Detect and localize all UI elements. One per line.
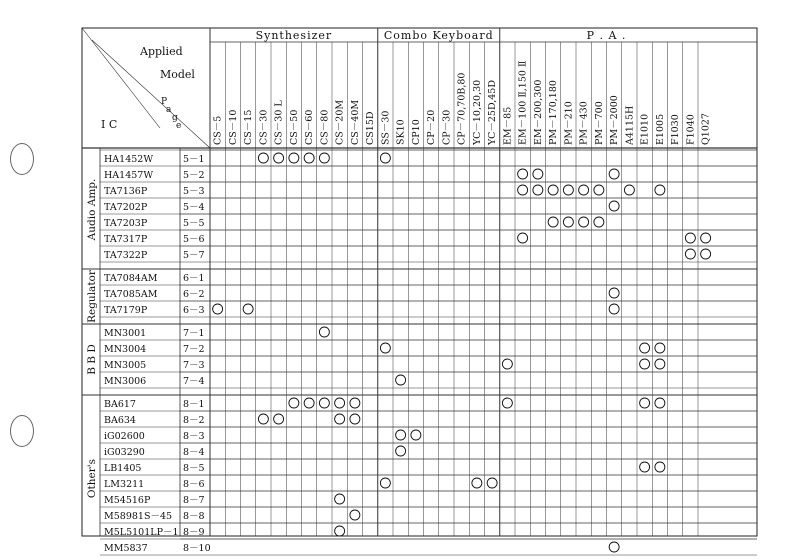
compatibility-mark — [518, 169, 528, 179]
compatibility-mark — [380, 478, 390, 488]
compatibility-mark — [533, 169, 543, 179]
page-ref: 5－3 — [183, 186, 205, 197]
model-label-7: CS－80 — [319, 109, 331, 145]
compatibility-mark — [350, 398, 360, 408]
compatibility-mark — [396, 375, 406, 385]
compatibility-mark — [640, 462, 650, 472]
model-label-18: YC－25D,45D — [487, 80, 499, 145]
compatibility-mark — [640, 343, 650, 353]
compatibility-mark — [335, 494, 345, 504]
model-label-5: CS－50 — [288, 109, 300, 145]
ic-name: TA7179P — [104, 305, 148, 316]
model-label-2: CS－15 — [243, 109, 255, 145]
model-label-8: CS－20M — [334, 99, 346, 145]
ic-name: LM3211 — [104, 479, 145, 490]
compatibility-mark — [548, 185, 558, 195]
ic-name: MN3006 — [104, 376, 147, 387]
compatibility-mark — [258, 414, 268, 424]
compatibility-mark — [380, 153, 390, 163]
compatibility-mark — [655, 185, 665, 195]
model-label-21: EM－200,300 — [532, 79, 544, 145]
page-ref: 6－3 — [183, 305, 205, 316]
model-label-26: PM－2000 — [609, 95, 621, 145]
page-ref: 8－4 — [183, 447, 205, 458]
compatibility-mark — [319, 153, 329, 163]
page-ref: 6－2 — [183, 289, 205, 300]
compatibility-mark — [487, 478, 497, 488]
compatibility-mark — [319, 398, 329, 408]
compatibility-mark — [609, 169, 619, 179]
page-ref: 6－1 — [183, 273, 205, 284]
page-ref: 8－5 — [183, 463, 205, 474]
page-ref: 8－10 — [183, 543, 211, 554]
model-label-25: PM－700 — [593, 101, 605, 145]
header-diagonal-1 — [82, 28, 160, 128]
page-ref: 8－3 — [183, 431, 205, 442]
compatibility-mark — [533, 185, 543, 195]
page-ref: 7－2 — [183, 344, 205, 355]
ic-name: LB1405 — [104, 463, 142, 474]
ic-name: TA7202P — [104, 202, 148, 213]
model-label-22: PM－170,180 — [548, 80, 560, 145]
ic-name: BA634 — [104, 415, 136, 426]
page-letter: a — [166, 105, 172, 115]
model-label-11: SS－30 — [380, 110, 392, 145]
model-label-27: A4115H — [624, 105, 636, 145]
compatibility-mark — [502, 398, 512, 408]
page-ref: 5－4 — [183, 202, 205, 213]
page-ref: 7－3 — [183, 360, 205, 371]
page-ref: 8－1 — [183, 399, 205, 410]
page-ref: 8－7 — [183, 495, 205, 506]
ic-name: BA617 — [104, 399, 136, 410]
compatibility-mark — [609, 201, 619, 211]
compatibility-mark — [563, 217, 573, 227]
page-ref: 8－8 — [183, 511, 205, 522]
compatibility-mark — [380, 343, 390, 353]
page-ref: 5－2 — [183, 170, 205, 181]
compatibility-mark — [274, 153, 284, 163]
compatibility-mark — [624, 185, 634, 195]
compatibility-mark — [594, 185, 604, 195]
model-label-9: CS－40M — [349, 99, 361, 145]
model-label-13: CP10 — [410, 119, 422, 145]
ic-name: M5L5101LP－1 — [104, 527, 179, 538]
compatibility-mark — [655, 343, 665, 353]
compatibility-mark — [655, 359, 665, 369]
model-label-3: CS－30 — [258, 109, 270, 145]
compatibility-mark — [518, 185, 528, 195]
ic-name: HA1457W — [104, 170, 154, 181]
model-label: Model — [160, 68, 195, 81]
page-letter: g — [172, 113, 178, 123]
page-ref: 7－4 — [183, 376, 205, 387]
model-label-19: EM－85 — [502, 106, 514, 145]
model-label-23: PM－210 — [563, 101, 575, 145]
compatibility-mark — [701, 233, 711, 243]
compatibility-mark — [655, 398, 665, 408]
page-ref: 7－1 — [183, 328, 205, 339]
compatibility-mark — [609, 542, 619, 552]
compatibility-mark — [335, 414, 345, 424]
model-label-4: CS－30 L — [273, 100, 285, 145]
model-label-1: CS－10 — [227, 109, 239, 145]
compatibility-mark — [274, 414, 284, 424]
page-ref: 5－6 — [183, 234, 205, 245]
ic-name: iG03290 — [104, 447, 145, 458]
model-label-0: CS－5 — [212, 115, 224, 145]
model-label-10: CS15D — [365, 111, 377, 145]
compatibility-mark — [563, 185, 573, 195]
model-label-16: CP－70,70B,80 — [456, 72, 468, 145]
compatibility-mark — [396, 446, 406, 456]
page-ref: 8－2 — [183, 415, 205, 426]
page-ref: 5－5 — [183, 218, 205, 229]
ic-name: HA1452W — [104, 154, 154, 165]
ic-name: MN3005 — [104, 360, 147, 371]
compatibility-mark — [518, 233, 528, 243]
model-label-14: CP－20 — [426, 109, 438, 145]
compatibility-mark — [258, 153, 268, 163]
model-label-15: CP－30 — [441, 109, 453, 145]
ic-label: I C — [101, 118, 118, 131]
model-label-24: PM－430 — [578, 101, 590, 145]
compatibility-mark — [640, 359, 650, 369]
compatibility-mark — [350, 414, 360, 424]
compatibility-mark — [411, 430, 421, 440]
section-label-2: B B D — [86, 344, 98, 375]
compatibility-mark — [335, 398, 345, 408]
compatibility-mark — [685, 249, 695, 259]
ic-name: MN3001 — [104, 328, 147, 339]
section-label-0: Audio Amp. — [86, 178, 98, 241]
ic-name: MM5837 — [104, 543, 148, 554]
page-letter: e — [176, 121, 182, 131]
applied-label: Applied — [140, 45, 183, 58]
section-label-3: Other's — [86, 458, 98, 499]
ic-name: TA7203P — [104, 218, 148, 229]
model-label-12: SK10 — [395, 119, 407, 145]
model-label-30: F1030 — [670, 114, 682, 145]
ic-name: TA7084AM — [104, 273, 158, 284]
compatibility-mark — [243, 304, 253, 314]
page-letter: P — [161, 97, 168, 107]
page-ref: 5－7 — [183, 250, 205, 261]
compatibility-mark — [304, 153, 314, 163]
compatibility-mark — [472, 478, 482, 488]
model-label-32: Q1027 — [700, 113, 712, 145]
model-label-29: E1005 — [654, 113, 666, 145]
page-ref: 5－1 — [183, 154, 205, 165]
page-ref: 8－6 — [183, 479, 205, 490]
model-label-20: EM－100 Ⅱ,150 Ⅱ — [517, 60, 529, 145]
ic-name: M54516P — [104, 495, 151, 506]
ic-name: TA7136P — [104, 186, 148, 197]
section-label-1: Regulator — [86, 270, 98, 323]
ic-name: iG02600 — [104, 431, 145, 442]
ic-name: TA7085AM — [104, 289, 158, 300]
compatibility-mark — [594, 217, 604, 227]
compatibility-mark — [213, 304, 223, 314]
compatibility-mark — [640, 398, 650, 408]
ic-name: M58981S－45 — [104, 511, 173, 522]
ic-name: MN3004 — [104, 344, 147, 355]
ic-name: TA7322P — [104, 250, 148, 261]
page-ref: 8－9 — [183, 527, 205, 538]
compatibility-mark — [685, 233, 695, 243]
ic-name: TA7317P — [104, 234, 148, 245]
compatibility-mark — [304, 398, 314, 408]
compatibility-mark — [289, 398, 299, 408]
model-label-28: E1010 — [639, 113, 651, 145]
compatibility-mark — [579, 217, 589, 227]
compatibility-mark — [609, 304, 619, 314]
compatibility-mark — [701, 249, 711, 259]
compatibility-mark — [350, 510, 360, 520]
group-header-0: Synthesizer — [255, 29, 333, 42]
compatibility-mark — [396, 430, 406, 440]
compatibility-mark — [548, 217, 558, 227]
group-header-2: P . A . — [586, 29, 627, 42]
model-label-6: CS－60 — [304, 109, 316, 145]
model-label-17: YC－10,20,30 — [471, 79, 483, 145]
compatibility-mark — [579, 185, 589, 195]
compatibility-mark — [319, 327, 329, 337]
compatibility-mark — [655, 462, 665, 472]
model-label-31: F1040 — [685, 114, 697, 145]
compatibility-mark — [335, 526, 345, 536]
compatibility-mark — [609, 288, 619, 298]
compatibility-mark — [289, 153, 299, 163]
group-header-1: Combo Keyboard — [383, 29, 494, 42]
compatibility-mark — [502, 359, 512, 369]
